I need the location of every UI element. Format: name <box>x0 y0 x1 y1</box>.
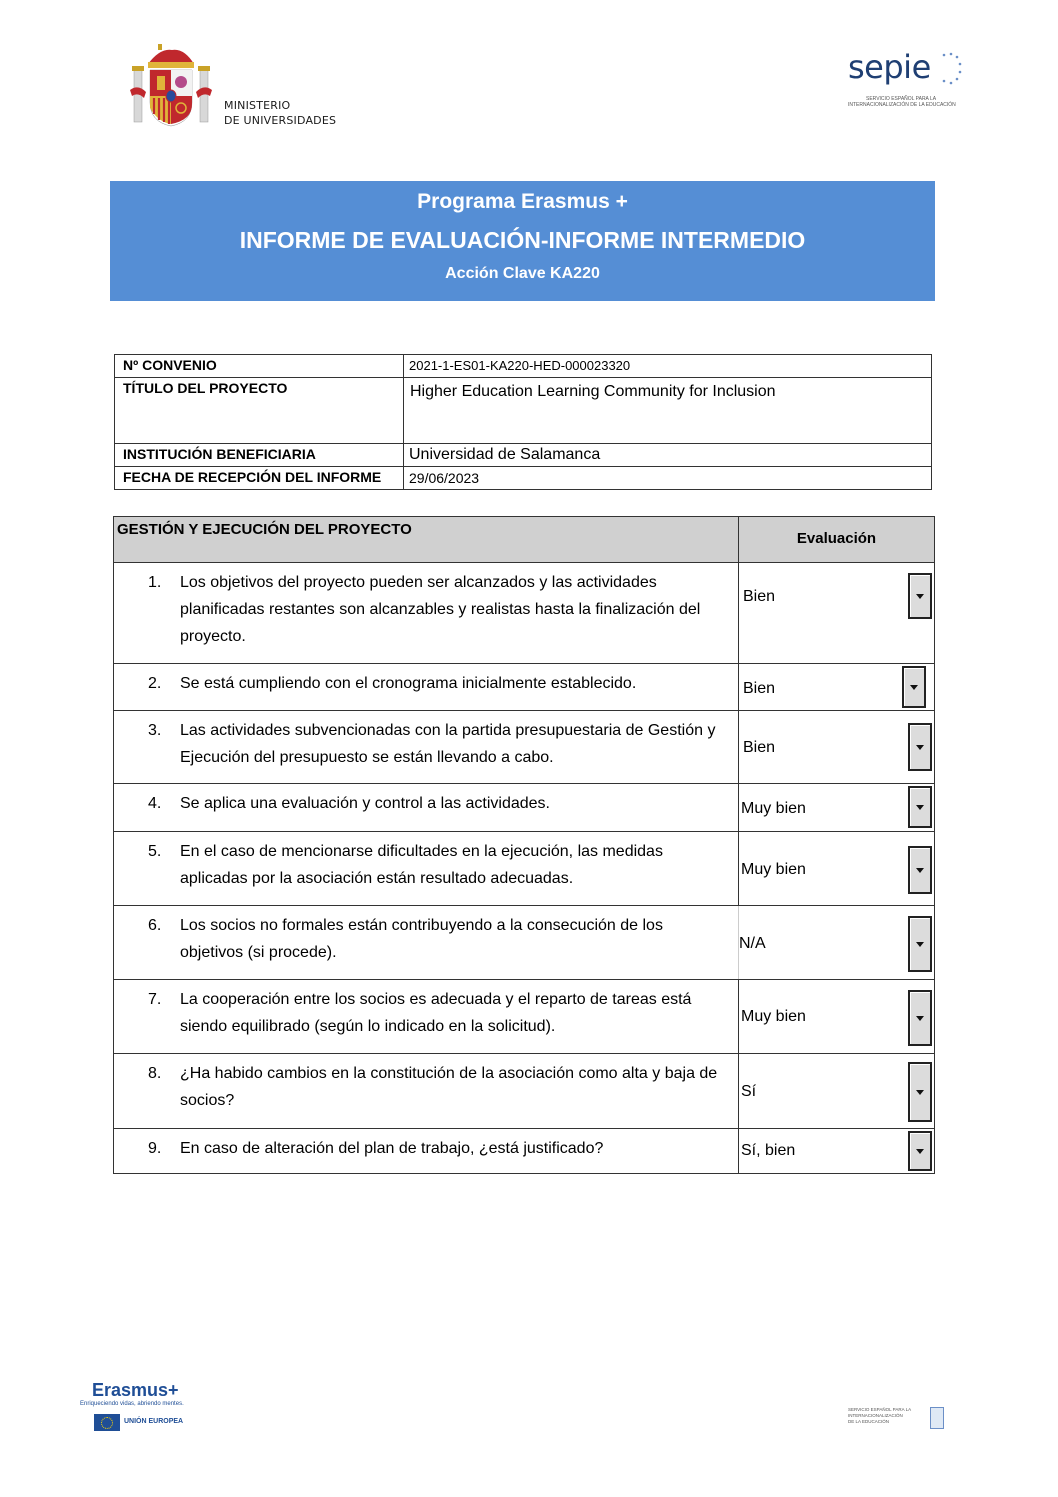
evaluation-cell <box>738 711 934 783</box>
info-row-agreement <box>115 355 932 378</box>
chevron-down-icon <box>916 1090 924 1095</box>
item-text: Se aplica una evaluación y control a las actividades. <box>180 795 550 812</box>
ministry-line-2: DE UNIVERSIDADES <box>224 114 337 127</box>
chevron-down-icon <box>916 745 924 750</box>
chevron-down-icon <box>916 868 924 873</box>
evaluation-select[interactable]: Sí <box>741 1083 757 1100</box>
item-text: En caso de alteración del plan de trabajo, ¿está justificado? <box>180 1140 604 1157</box>
project-info-table <box>114 354 932 490</box>
evaluation-select[interactable]: Bien <box>743 680 776 697</box>
evaluation-cell <box>738 664 934 710</box>
eu-flag-icon <box>94 1414 120 1431</box>
info-value-reception-date: 29/06/2023 <box>404 467 932 490</box>
info-row-date <box>115 467 932 490</box>
sepie-footer-text <box>848 1407 911 1425</box>
sepie-footer-line-3: DE LA EDUCACIÓN <box>848 1419 890 1424</box>
sepie-badge-icon <box>930 1407 944 1429</box>
program-title: Programa Erasmus + <box>417 190 628 213</box>
item-text: Se está cumpliendo con el cronograma inicialmente establecido. <box>180 675 637 692</box>
item-text: La cooperación entre los socios es adecuada y el reparto de tareas está siendo equilibrado (según lo indicado en la solicitud). <box>180 991 692 1035</box>
sepie-wordmark: sepie <box>848 48 931 86</box>
eu-stars-icon <box>938 52 964 86</box>
evaluation-row <box>114 1054 934 1129</box>
info-row-institution <box>115 444 932 467</box>
dropdown-button[interactable] <box>908 916 932 972</box>
item-number: 8. <box>148 1065 162 1082</box>
erasmus-tagline: Enriqueciendo vidas, abriendo mentes. <box>80 1401 184 1407</box>
item-number: 9. <box>148 1140 162 1157</box>
evaluation-cell <box>738 784 934 831</box>
info-value-project-title: Higher Education Learning Community for Inclusion <box>404 378 932 444</box>
sepie-logo <box>846 46 966 110</box>
info-row-title <box>115 378 932 444</box>
evaluation-cell <box>738 1054 934 1128</box>
evaluation-row <box>114 563 934 664</box>
evaluation-cell <box>738 906 934 979</box>
sepie-subtitle <box>848 96 956 108</box>
evaluation-row <box>114 711 934 784</box>
sepie-footer-line-1: SERVICIO ESPAÑOL PARA LA <box>848 1407 912 1412</box>
info-label: INSTITUCIÓN BENEFICIARIA <box>115 444 404 467</box>
evaluation-row <box>114 1129 934 1173</box>
evaluation-table <box>113 516 935 1174</box>
sepie-footer-line-2: INTERNACIONALIZACIÓN <box>848 1413 903 1418</box>
item-text: Los objetivos del proyecto pueden ser alcanzados y las actividades planificadas restantes son alcanzables y realistas hasta la finalización del proyecto. <box>180 574 701 645</box>
evaluation-select[interactable]: Bien <box>743 739 776 756</box>
item-number: 3. <box>148 722 162 739</box>
chevron-down-icon <box>910 685 918 690</box>
info-label: FECHA DE RECEPCIÓN DEL INFORME <box>115 467 404 490</box>
ministry-name <box>224 98 336 128</box>
item-number: 1. <box>148 574 162 591</box>
evaluation-select[interactable]: Sí, bien <box>741 1142 796 1159</box>
dropdown-button[interactable] <box>908 723 932 771</box>
erasmus-plus-logo <box>80 1380 220 1435</box>
item-text: En el caso de mencionarse dificultades en la ejecución, las medidas aplicadas por la asociación están resultado adecuadas. <box>180 843 663 887</box>
chevron-down-icon <box>916 1016 924 1021</box>
evaluation-cell <box>738 1129 934 1173</box>
spain-coat-of-arms-icon <box>130 42 212 130</box>
dropdown-button[interactable] <box>908 786 932 828</box>
report-title: INFORME DE EVALUACIÓN-INFORME INTERMEDIO <box>239 227 806 253</box>
title-banner <box>110 181 935 301</box>
evaluation-cell <box>738 563 934 663</box>
evaluation-select[interactable]: Muy bien <box>741 800 806 817</box>
evaluation-row <box>114 906 934 980</box>
dropdown-button[interactable] <box>908 1131 932 1171</box>
item-number: 6. <box>148 917 162 934</box>
info-label: Nº CONVENIO <box>115 355 404 378</box>
section-title: GESTIÓN Y EJECUCIÓN DEL PROYECTO <box>117 521 412 538</box>
evaluation-select[interactable]: Muy bien <box>741 861 806 878</box>
evaluation-column-header: Evaluación <box>738 517 934 562</box>
item-text: ¿Ha habido cambios en la constitución de la asociación como alta y baja de socios? <box>180 1065 718 1109</box>
info-label: TÍTULO DEL PROYECTO <box>115 378 404 444</box>
chevron-down-icon <box>916 1149 924 1154</box>
dropdown-button[interactable] <box>902 666 926 708</box>
info-value-agreement-number: 2021-1-ES01-KA220-HED-000023320 <box>404 355 932 378</box>
sepie-subtitle-line-2: INTERNACIONALIZACIÓN DE LA EDUCACIÓN <box>848 102 956 108</box>
evaluation-select[interactable]: N/A <box>739 935 766 952</box>
dropdown-button[interactable] <box>908 573 932 619</box>
dropdown-button[interactable] <box>908 990 932 1046</box>
eu-label: UNIÓN EUROPEA <box>124 1418 184 1425</box>
info-value-institution: Universidad de Salamanca <box>404 444 932 467</box>
item-text: Los socios no formales están contribuyendo a la consecución de los objetivos (si procede). <box>180 917 663 961</box>
sepie-subtitle-line-1: SERVICIO ESPAÑOL PARA LA <box>866 96 937 102</box>
item-number: 4. <box>148 795 162 812</box>
item-number: 5. <box>148 843 162 860</box>
dropdown-button[interactable] <box>908 1062 932 1122</box>
item-number: 7. <box>148 991 162 1008</box>
item-number: 2. <box>148 675 162 692</box>
evaluation-row <box>114 784 934 832</box>
evaluation-select[interactable]: Muy bien <box>741 1008 806 1025</box>
key-action-title: Acción Clave KA220 <box>445 265 600 282</box>
chevron-down-icon <box>916 805 924 810</box>
evaluation-cell <box>738 832 934 905</box>
erasmus-wordmark: Erasmus+ <box>92 1380 179 1400</box>
ministry-line-1: MINISTERIO <box>224 99 291 112</box>
item-text: Las actividades subvencionadas con la partida presupuestaria de Gestión y Ejecución del presupuesto se están llevando a cabo. <box>180 722 716 766</box>
dropdown-button[interactable] <box>908 846 932 894</box>
chevron-down-icon <box>916 594 924 599</box>
evaluation-row <box>114 832 934 906</box>
evaluation-select[interactable]: Bien <box>743 588 776 605</box>
evaluation-row <box>114 980 934 1054</box>
evaluation-row <box>114 664 934 711</box>
sepie-footer-logo <box>848 1407 948 1435</box>
chevron-down-icon <box>916 942 924 947</box>
evaluation-cell <box>738 980 934 1053</box>
evaluation-table-header <box>114 517 934 563</box>
